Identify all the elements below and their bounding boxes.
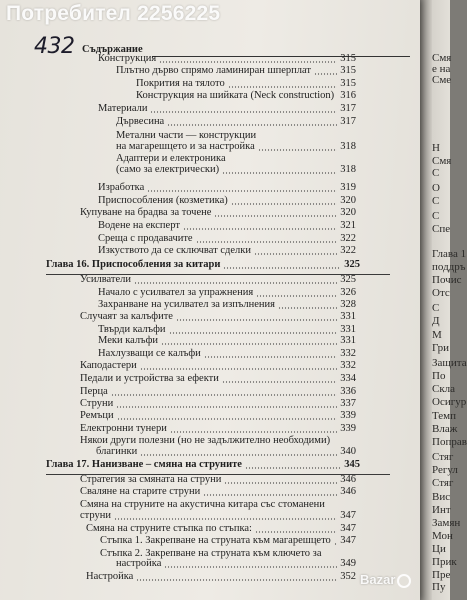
- toc-entry-page: 347: [340, 523, 356, 534]
- toc-dot-leader: [214, 215, 337, 217]
- bazar-logo-text: Bazar: [360, 572, 396, 587]
- toc-entry-title: Електронни тунери: [80, 423, 167, 434]
- toc-entry-title: Купуване на брадва за точене: [80, 207, 212, 218]
- toc-entry-page: 319: [340, 182, 356, 193]
- next-page-text-fragment: Замян: [432, 517, 461, 529]
- toc-entry-title: Смяна на струните на акустична китара със стоманени: [80, 499, 325, 510]
- toc-dot-leader: [255, 531, 337, 533]
- next-page-text-fragment: Скла: [432, 383, 456, 395]
- toc-entry-page: 325: [340, 274, 356, 285]
- toc-entry: [0, 359, 380, 373]
- bazar-logo: [360, 572, 411, 588]
- toc-entry-page: 336: [340, 386, 356, 397]
- page-header-title: Съдържание: [82, 44, 143, 55]
- next-page-text-fragment: Защита: [432, 357, 467, 369]
- toc-entry: [0, 485, 380, 499]
- toc-entry-title: Педали и устройства за ефекти: [80, 373, 219, 384]
- toc-entry: [0, 273, 380, 287]
- toc-entry: [0, 115, 380, 129]
- next-page-text-fragment: С: [432, 195, 440, 207]
- toc-entry-page: 322: [340, 245, 356, 256]
- next-page-text-fragment: Пре: [432, 569, 451, 581]
- toc-entry: [0, 206, 380, 220]
- toc-dot-leader: [136, 579, 337, 581]
- toc-entry: [0, 570, 380, 584]
- next-page-text-fragment: Д: [432, 315, 440, 327]
- next-page-text-fragment: Глава 1: [432, 248, 467, 260]
- toc-entry: [0, 64, 380, 78]
- toc-entry-title: Водене на експерт: [98, 220, 180, 231]
- toc-dot-leader: [196, 241, 338, 243]
- next-page-text-fragment: Ци: [432, 543, 446, 555]
- next-page-text-fragment: Стяг: [432, 477, 454, 489]
- next-page-text-fragment: Смя: [432, 155, 452, 167]
- toc-dot-leader: [114, 518, 337, 520]
- toc-dot-leader: [116, 406, 337, 408]
- toc-entry-title: Дървесина: [116, 116, 165, 127]
- toc-entry-page: 317: [340, 116, 356, 127]
- toc-entry-page: 318: [340, 141, 356, 152]
- toc-entry-title: Захранване на усилвател за изпълнения: [98, 299, 275, 310]
- toc-entry-page: 315: [340, 78, 356, 89]
- next-page-text-fragment: Влаж: [432, 423, 458, 435]
- toc-dot-leader: [314, 73, 337, 75]
- toc-entry-title: Твърди калъфи: [98, 324, 166, 335]
- toc-entry-title: Глава 16. Приспособления за китари: [46, 259, 221, 270]
- toc-dot-leader: [140, 368, 338, 370]
- toc-entry: [0, 372, 380, 386]
- next-page-text-fragment: Сме: [432, 74, 452, 86]
- next-page-text-fragment: Почис: [432, 274, 462, 286]
- toc-dot-leader: [134, 282, 337, 284]
- next-page-text-fragment: Отс: [432, 287, 450, 299]
- toc-entry-title: Адаптери и електроника: [116, 153, 226, 164]
- toc-entry-title: Случаят за калъфите: [80, 311, 173, 322]
- toc-entry: [0, 509, 380, 523]
- toc-entry-title: Нахлузващи се калъфи: [98, 348, 201, 359]
- toc-entry-title: Метални части — конструкции: [116, 130, 257, 141]
- toc-entry-page: 339: [340, 410, 356, 421]
- toc-entry-title: Струни: [80, 398, 114, 409]
- toc-entry-page: 334: [340, 373, 356, 384]
- toc-dot-leader: [164, 566, 337, 568]
- toc-dot-leader: [245, 467, 341, 469]
- next-page-text-fragment: Гри: [432, 342, 450, 354]
- toc-entry-title: (само за електрически): [116, 164, 220, 175]
- next-page-text-fragment: С: [432, 302, 440, 314]
- toc-entry-title: Приспособления (козметика): [98, 195, 228, 206]
- toc-entry-title: Начало с усилвател за упражнения: [98, 287, 254, 298]
- toc-dot-leader: [140, 454, 337, 456]
- toc-entry: [0, 181, 380, 195]
- toc-entry: [0, 163, 380, 177]
- toc-entry: [0, 89, 380, 103]
- next-page-text-fragment: Н: [432, 142, 440, 154]
- toc-entry-page: 315: [340, 65, 356, 76]
- toc-entry-title: Плътно дърво спрямо ламиниран шперплат: [116, 65, 312, 76]
- toc-dot-leader: [117, 418, 338, 420]
- toc-entry-page: 331: [340, 335, 356, 346]
- toc-entry-page: 339: [340, 423, 356, 434]
- toc-entry-page: 347: [340, 535, 356, 546]
- toc-entry-title: Стъпка 1. Закрепване на струната към магарешцето: [100, 535, 331, 546]
- toc-dot-leader: [150, 111, 337, 113]
- toc-dot-leader: [222, 381, 337, 383]
- next-page-text-fragment: Осигур: [432, 396, 467, 408]
- toc-dot-leader: [228, 86, 338, 88]
- next-page-text-fragment: С: [432, 167, 440, 179]
- toc-dot-leader: [170, 431, 337, 433]
- book-spine: [418, 0, 432, 600]
- toc-dot-leader: [231, 203, 337, 205]
- toc-entry-page: 332: [340, 348, 356, 359]
- toc-dot-leader: [159, 61, 337, 63]
- bazar-logo-icon: [397, 574, 411, 588]
- toc-entry-title: Материали: [98, 103, 148, 114]
- next-page-text-fragment: Стяг: [432, 451, 454, 463]
- next-page-text-fragment: Вис: [432, 491, 451, 503]
- toc-entry: [0, 409, 380, 423]
- toc-entry-page: 325: [344, 259, 360, 270]
- toc-entry-title: Глава 17. Нанизване – смяна на струните: [46, 459, 242, 470]
- toc-entry-title: струни: [80, 510, 111, 521]
- next-page-text-fragment: Темп: [432, 410, 457, 422]
- next-page-text-fragment: Прик: [432, 556, 457, 568]
- toc-entry-title: на магарешцето и за настройка: [116, 141, 255, 152]
- toc-entry-title: Стъпка 2. Закрепване на струната към ключето за: [100, 548, 322, 559]
- toc-dot-leader: [204, 356, 337, 358]
- next-page-text-fragment: Регул: [432, 464, 458, 476]
- toc-dot-leader: [222, 172, 337, 174]
- next-page-text-fragment: Мон: [432, 530, 453, 542]
- next-page-text-fragment: О: [432, 182, 440, 194]
- toc-entry-title: Конструкция на шийката (Neck construction): [136, 90, 335, 101]
- toc-entry-page: 337: [340, 398, 356, 409]
- toc-chapter-entry: [0, 458, 380, 472]
- toc-entry-title: благинки: [96, 446, 138, 457]
- next-page-text-fragment: По: [432, 370, 446, 382]
- next-page-text-fragment: С: [432, 210, 440, 222]
- toc-entry-title: Изработка: [98, 182, 145, 193]
- toc-entry-page: 352: [340, 571, 356, 582]
- toc-dot-leader: [203, 494, 337, 496]
- toc-entry-page: 332: [340, 360, 356, 371]
- toc-dot-leader: [161, 343, 337, 345]
- toc-entry: [0, 445, 380, 459]
- toc-entry-page: 326: [340, 287, 356, 298]
- toc-entry-page: 331: [340, 324, 356, 335]
- toc-entry-page: 346: [340, 486, 356, 497]
- toc-entry-title: Каподастери: [80, 360, 137, 371]
- toc-entry-title: Перца: [80, 386, 108, 397]
- toc-entry-page: 317: [340, 103, 356, 114]
- toc-dot-leader: [111, 394, 337, 396]
- next-page-text-fragment: М: [432, 329, 442, 341]
- toc-dot-leader: [278, 307, 337, 309]
- toc-entry-title: Ремъци: [80, 410, 114, 421]
- handwritten-page-number: 432: [34, 34, 75, 59]
- toc-entry-title: Сваляне на старите струни: [80, 486, 201, 497]
- toc-entry: [0, 219, 380, 233]
- toc-entry-title: Конструкция: [98, 53, 157, 64]
- toc-dot-leader: [176, 319, 337, 321]
- toc-entry-page: 318: [340, 164, 356, 175]
- toc-entry-title: настройка: [116, 558, 162, 569]
- toc-entry-page: 347: [340, 510, 356, 521]
- next-page-text-fragment: Поправ: [432, 436, 467, 448]
- toc-entry-page: 340: [340, 446, 356, 457]
- toc-dot-leader: [334, 543, 337, 545]
- toc-dot-leader: [258, 149, 337, 151]
- toc-entry-title: Меки калъфи: [98, 335, 158, 346]
- toc-dot-leader: [224, 482, 337, 484]
- toc-entry: [0, 557, 380, 571]
- next-page-text-fragment: Спе: [432, 223, 451, 235]
- toc-entry-title: Усилватели: [80, 274, 132, 285]
- toc-entry-page: 320: [340, 207, 356, 218]
- toc-entry-page: 321: [340, 220, 356, 231]
- next-page-text-fragment: Пу: [432, 581, 446, 593]
- toc-entry-page: 315: [340, 53, 356, 64]
- toc-entry-page: 346: [340, 474, 356, 485]
- toc-entry-title: Настройка: [86, 571, 134, 582]
- toc-entry: [0, 102, 380, 116]
- toc-entry-title: Покрития на тялото: [136, 78, 225, 89]
- toc-chapter-entry: [0, 258, 380, 272]
- toc-dot-leader: [167, 124, 337, 126]
- toc-entry-title: Стратегия за смяната на струни: [80, 474, 222, 485]
- toc-dot-leader: [147, 190, 337, 192]
- toc-entry-page: 345: [344, 459, 360, 470]
- toc-entry-page: 328: [340, 299, 356, 310]
- toc-dot-leader: [256, 295, 337, 297]
- toc-entry: [0, 244, 380, 258]
- toc-entry-page: 316: [340, 90, 356, 101]
- seller-watermark: Потребител 2256225: [6, 2, 221, 25]
- toc-entry-title: Изкуството да се сключват сделки: [98, 245, 251, 256]
- next-page-edge: [430, 0, 467, 600]
- next-page-text-fragment: поддръ: [432, 261, 466, 273]
- next-page-text-fragment: е на: [432, 63, 451, 75]
- toc-entry-title: Някои други полезни (но не задължително необходими): [80, 435, 331, 446]
- toc-entry-title: Смяна на струните стъпка по стъпка:: [86, 523, 252, 534]
- toc-dot-leader: [183, 228, 337, 230]
- toc-entry: [0, 334, 380, 348]
- toc-entry-page: 349: [340, 558, 356, 569]
- toc-entry-page: 320: [340, 195, 356, 206]
- toc-entry: [0, 534, 380, 548]
- toc-entry: [0, 310, 380, 324]
- next-page-text-fragment: Смя: [432, 52, 452, 64]
- toc-entry-page: 322: [340, 233, 356, 244]
- toc-dot-leader: [254, 253, 337, 255]
- next-page-text-fragment: Инт: [432, 504, 451, 516]
- toc-entry-page: 331: [340, 311, 356, 322]
- toc-dot-leader: [223, 267, 341, 269]
- toc-entry-title: Среща с продавачите: [98, 233, 193, 244]
